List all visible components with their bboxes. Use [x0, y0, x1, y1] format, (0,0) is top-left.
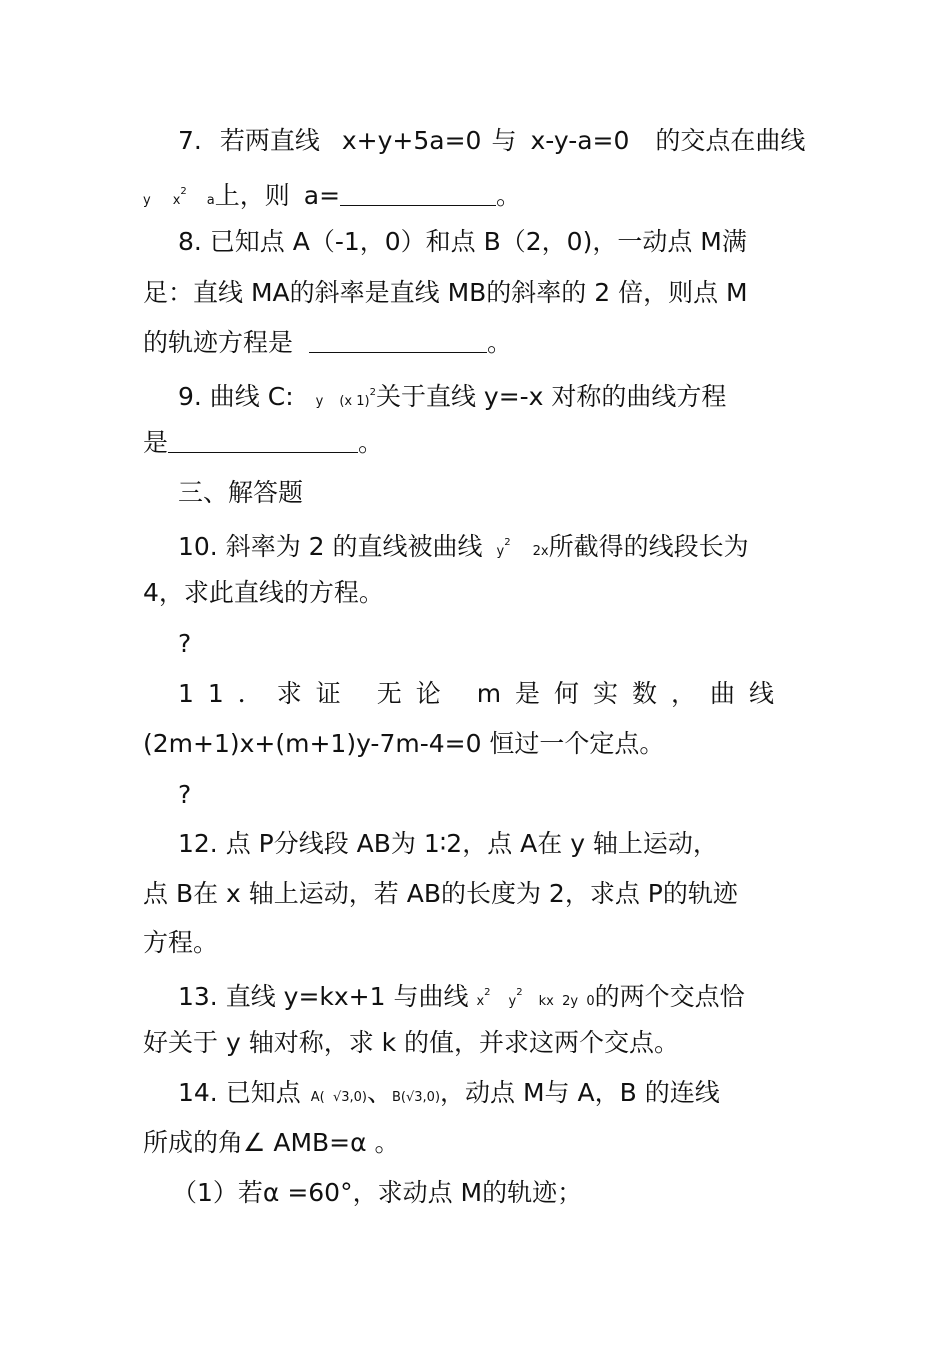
q7-equation-2: x-y-a=0 — [530, 126, 630, 155]
q9-curve-y: y — [315, 394, 324, 409]
q10-curve-rhs: 2x — [532, 544, 549, 559]
question-mark-2: ? — [178, 780, 192, 809]
q9-curve-paren: (x 1) — [339, 394, 370, 409]
q9-text-shi: 是 — [143, 428, 169, 457]
q8-period: 。 — [487, 328, 513, 357]
q13-line1 — [178, 976, 745, 1019]
q10-curve-y: y — [496, 544, 505, 559]
q7-curve-y: y — [143, 193, 151, 208]
q10-line1 — [178, 526, 749, 569]
q10-text-a: 10. 斜率为 2 的直线被曲线 — [178, 532, 483, 561]
q10-text-tail: 所截得的线段长为 — [548, 532, 749, 561]
q12-line2: 点 B在 x 轴上运动，若 AB的长度为 2，求点 P的轨迹 — [143, 879, 738, 908]
q7-curve-x: x — [172, 193, 181, 208]
q7-answer-blank — [340, 181, 496, 206]
q7-line2 — [143, 175, 521, 218]
q13-curve-exponent-x: 2 — [484, 987, 491, 998]
q14-separator: 、 — [366, 1078, 392, 1107]
q9-period: 。 — [358, 428, 384, 457]
q13-curve-y: y — [508, 994, 517, 1009]
q10-curve-exponent: 2 — [504, 537, 511, 548]
q8-line3 — [143, 326, 512, 360]
q11-line2: (2m+1)x+(m+1)y-7m-4=0 恒过一个定点。 — [143, 729, 665, 758]
q9-answer-blank — [168, 428, 358, 453]
q14-line1 — [178, 1076, 720, 1115]
q11-line1: 11．求证 无论 m是何实数，曲线 — [178, 679, 789, 708]
q7-number: 7. — [178, 126, 202, 155]
q8-line1: 8. 已知点 A（-1，0）和点 B（2，0)，一动点 M满 — [178, 227, 747, 256]
q12-line3: 方程。 — [143, 928, 219, 957]
q14-line2: 所成的角∠ AMB=α 。 — [143, 1128, 400, 1157]
q8-answer-blank — [309, 328, 487, 353]
q14-text-a: 14. 已知点 — [178, 1078, 301, 1107]
q8-line2: 足：直线 MA的斜率是直线 MB的斜率的 2 倍，则点 M — [143, 278, 748, 307]
q14-point-a: A( √3,0) — [310, 1090, 367, 1105]
q9-line1 — [178, 376, 726, 419]
q9-curve-exponent: 2 — [369, 387, 376, 398]
q13-line2: 好关于 y 轴对称，求 k 的值，并求这两个交点。 — [143, 1028, 680, 1057]
section-heading: 三、解答题 — [178, 478, 304, 507]
q7-text-a: 若两直线 — [219, 126, 320, 155]
q7-equation-1: x+y+5a=0 — [341, 126, 482, 155]
question-mark-1: ? — [178, 629, 192, 658]
q13-text-tail: 的两个交点恰 — [594, 982, 745, 1011]
q13-curve-exponent-y: 2 — [516, 987, 523, 998]
q7-text-with: 与 — [491, 126, 517, 155]
q14-point-b: B(√3,0) — [392, 1090, 441, 1105]
q8-text: 的轨迹方程是 — [143, 328, 294, 357]
q13-curve-x: x — [476, 994, 485, 1009]
q7-text-tail: 的交点在曲线 — [655, 126, 806, 155]
q7-curve-exponent: 2 — [180, 186, 187, 197]
q12-line1: 12. 点 P分线段 AB为 1∶2，点 A在 y 轴上运动， — [178, 829, 718, 858]
q7-text-then: 上，则 — [214, 181, 290, 210]
q7-line1 — [178, 124, 805, 158]
q7-curve-a: a — [206, 193, 215, 208]
q13-curve-rest: kx 2y 0 — [538, 994, 595, 1009]
q7-period: 。 — [496, 181, 522, 210]
q9-text-a: 9. 曲线 C: — [178, 382, 294, 411]
q14-text-tail: ，动点 M与 A，B 的连线 — [440, 1078, 720, 1107]
q10-line2: 4，求此直线的方程。 — [143, 578, 384, 607]
q9-text-tail: 关于直线 y=-x 对称的曲线方程 — [375, 382, 727, 411]
q9-line2 — [143, 426, 383, 460]
q14-line3: （1）若α =60°，求动点 M的轨迹； — [172, 1178, 583, 1207]
q13-text-a: 13. 直线 y=kx+1 与曲线 — [178, 982, 469, 1011]
q7-answer-label: a= — [303, 181, 341, 210]
